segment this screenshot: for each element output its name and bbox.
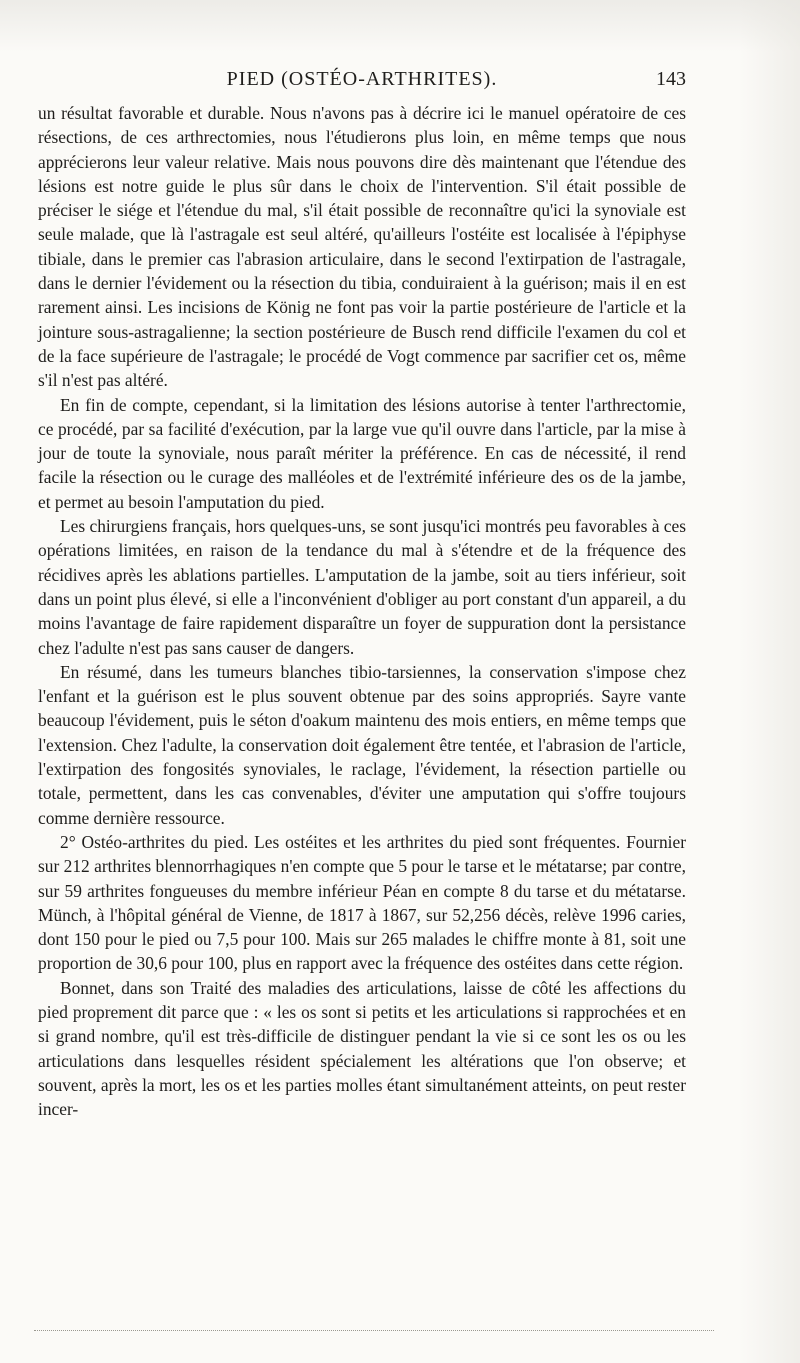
paragraph: Les chirurgiens français, hors quelques-uns, se sont jusqu'ici montrés peu favorables à ces opérations limitées, en raison de la tendance du mal à s'étendre et de la fréquence des récidives après les ablations partielles. L'amputation de la jambe, soit au tiers inférieur, soit dans un point plus élevé, si elle a l'inconvénient d'obliger au port constant d'un appareil, a du moins l'avantage de faire rapidement disparaître un foyer de suppuration dont la persistance chez l'adulte n'est pas sans causer de dangers. — [38, 516, 686, 658]
paragraph: un résultat favorable et durable. Nous n'avons pas à décrire ici le manuel opératoire de ces résections, de ces arthrectomies, nous l'étudierons plus loin, en même temps que nous apprécierons leur valeur relative. Mais nous pouvons dire dès maintenant que l'étendue des lésions est notre guide le plus sûr dans le choix de l'intervention. S'il était possible de préciser le siége et l'étendue du mal, s'il était possible de reconnaître qu'ici la synoviale est seule malade, que là l'astragale est seul altéré, qu'ailleurs l'ostéite est localisée à l'épiphyse tibiale, dans le premier cas l'abrasion articulaire, dans le second l'extirpation de l'astragale, dans le dernier l'évidement ou la résection du tibia, conduiraient à la guérison; mais il en est rarement ainsi. Les incisions de König ne font pas voir la partie postérieure de l'article et la jointure sous-astragalienne; la section postérieure de Busch rend difficile l'examen du col et de la face supérieure de l'astragale; le procédé de Vogt commence par sacrifier cet os, même s'il n'est pas altéré. — [38, 103, 686, 391]
page-number: 143 — [656, 68, 686, 90]
paragraph: En fin de compte, cependant, si la limitation des lésions autorise à tenter l'arthrectomie, ce procédé, par sa facilité d'exécution, par la large vue qu'il ouvre dans l'article, par la mise à jour de toute la synoviale, nous paraît mériter la préférence. En cas de nécessité, il rend facile la résection ou le curage des malléoles et de l'extrémité inférieure des os de la jambe, et permet au besoin l'amputation du pied. — [38, 394, 686, 512]
running-head: PIED (OSTÉO-ARTHRITES). — [226, 68, 498, 90]
scan-footer-rule — [34, 1330, 714, 1331]
page-edge-shadow — [740, 0, 800, 1363]
page-body — [38, 101, 686, 1121]
scan-shadow-top — [0, 0, 800, 52]
paragraph: 2° Ostéo-arthrites du pied. Les ostéites et les arthrites du pied sont fréquentes. Fournier sur 212 arthrites blennorrhagiques n'en compte que 5 pour le tarse et le métatarse; par contre, sur 59 arthrites fongueuses du membre inférieur Péan en compte 8 du tarse et du métatarse. Münch, à l'hôpital général de Vienne, de 1817 à 1867, sur 52,256 décès, relève 1996 caries, dont 150 pour le pied ou 7,5 pour 100. Mais sur 265 malades le chiffre monte à 81, soit une proportion de 30,6 pour 100, plus en rapport avec la fréquence des ostéites dans cette région. — [38, 831, 686, 974]
paragraph: En résumé, dans les tumeurs blanches tibio-tarsiennes, la conservation s'impose chez l'enfant et la guérison est le plus souvent obtenue par des soins appropriés. Sayre vante beaucoup l'évidement, puis le séton d'oakum maintenu des mois entiers, en même temps que l'extension. Chez l'adulte, la conservation doit également être tentée, et l'abrasion de l'article, l'extirpation des fongosités synoviales, le raclage, l'évidement, la résection partielle ou totale, permettent, dans les cas convenables, d'éviter une amputation qui s'offre toujours comme dernière ressource. — [38, 661, 686, 828]
paragraph: Bonnet, dans son Traité des maladies des articulations, laisse de côté les affections du pied proprement dit parce que : « les os sont si petits et les articulations si rapprochées et en si grand nombre, qu'il est très-difficile de distinguer pendant la vie si ce sont les os ou les articulations dans lesquelles résident spécialement les altérations que l'on observe; et souvent, après la mort, les os et les parties molles étant simultanément atteints, on peut rester incer- — [38, 977, 686, 1120]
page-header — [38, 68, 686, 102]
